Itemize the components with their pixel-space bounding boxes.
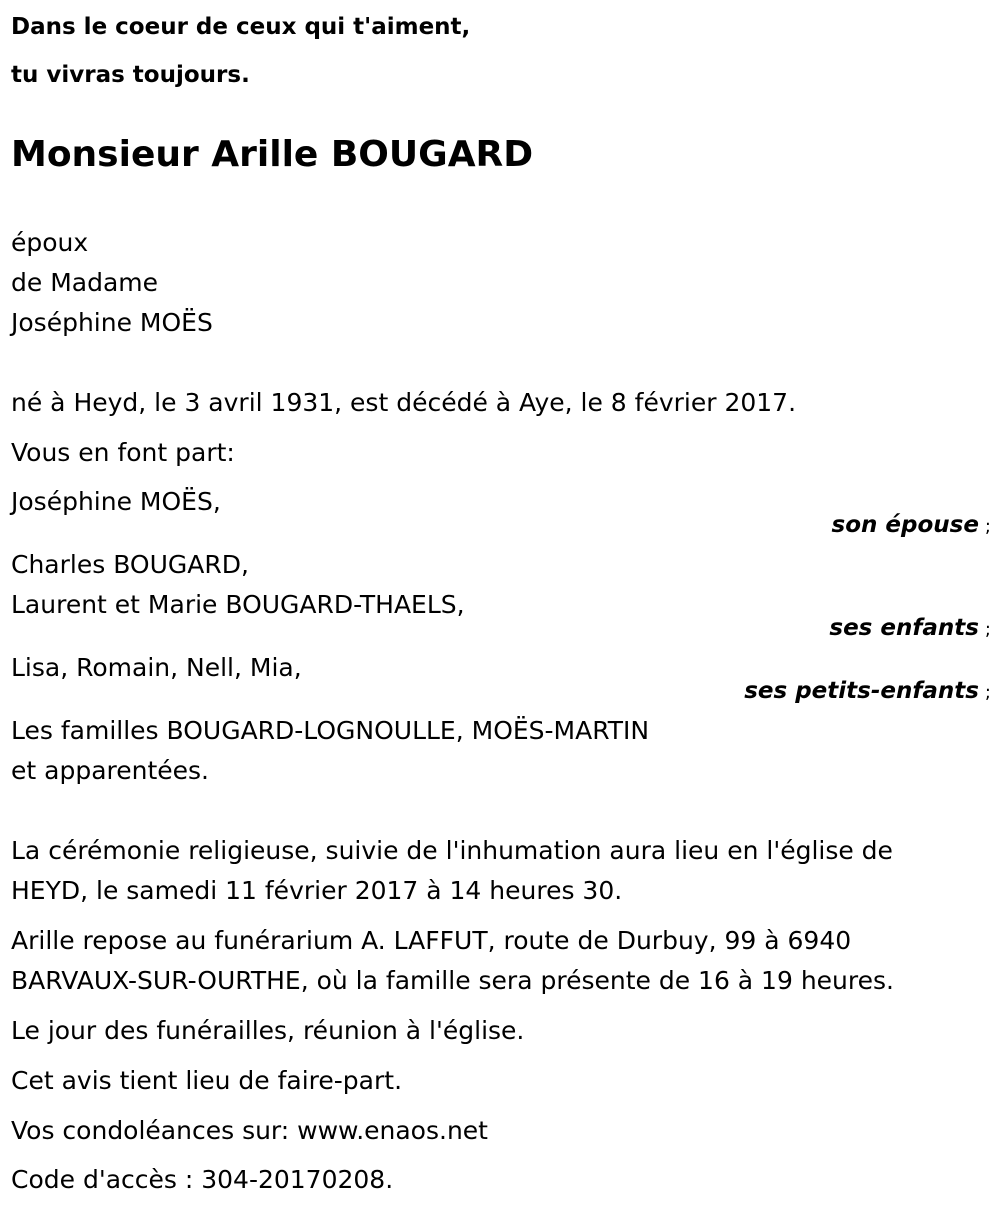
petits-enfants-names: Lisa, Romain, Nell, Mia,	[11, 653, 302, 682]
familles-line-1: Les familles BOUGARD-LOGNOULLE, MOËS-MARTIN	[11, 716, 650, 745]
ceremony-line-1: La cérémonie religieuse, suivie de l'inhumation aura lieu en l'église de	[11, 836, 893, 865]
ceremony-line-2: HEYD, le samedi 11 février 2017 à 14 heures 30.	[11, 876, 623, 905]
deceased-name: Monsieur Arille BOUGARD	[11, 134, 534, 175]
petits-enfants-role	[744, 677, 991, 707]
epigraph-line-2: tu vivras toujours.	[11, 62, 250, 88]
repose-line-2: BARVAUX-SUR-OURTHE, où la famille sera présente de 16 à 19 heures.	[11, 966, 894, 995]
obituary-notice	[11, 0, 991, 1209]
enfants-role	[829, 614, 991, 644]
enfant-1: Charles BOUGARD,	[11, 550, 249, 579]
reunion-line: Le jour des funérailles, réunion à l'église.	[11, 1016, 525, 1045]
epigraph-line-1: Dans le coeur de ceux qui t'aiment,	[11, 14, 471, 40]
epouse-role	[832, 511, 991, 541]
spouse-line-1: époux	[11, 228, 89, 257]
spouse-line-2: de Madame	[11, 268, 159, 297]
epouse-role-label: son épouse	[831, 512, 979, 538]
condoleances-line: Vos condoléances sur: www.enaos.net	[11, 1116, 488, 1145]
petits-enfants-role-separator: ;	[984, 682, 991, 703]
birth-death-dates: né à Heyd, le 3 avril 1931, est décédé à Aye, le 8 février 2017.	[11, 388, 797, 417]
access-code-line: Code d'accès : 304-20170208.	[11, 1165, 394, 1194]
petits-enfants-role-label: ses petits-enfants	[744, 678, 979, 704]
announcement-intro: Vous en font part:	[11, 438, 235, 467]
epouse-role-separator: ;	[984, 516, 991, 537]
familles-line-2: et apparentées.	[11, 756, 209, 785]
spouse-line-3: Joséphine MOËS	[11, 308, 213, 337]
epouse-name: Joséphine MOËS,	[11, 487, 221, 516]
enfant-2: Laurent et Marie BOUGARD-THAELS,	[11, 590, 465, 619]
faire-part-line: Cet avis tient lieu de faire-part.	[11, 1066, 403, 1095]
repose-line-1: Arille repose au funérarium A. LAFFUT, route de Durbuy, 99 à 6940	[11, 926, 852, 955]
enfants-role-separator: ;	[984, 619, 991, 640]
enfants-role-label: ses enfants	[829, 615, 979, 641]
